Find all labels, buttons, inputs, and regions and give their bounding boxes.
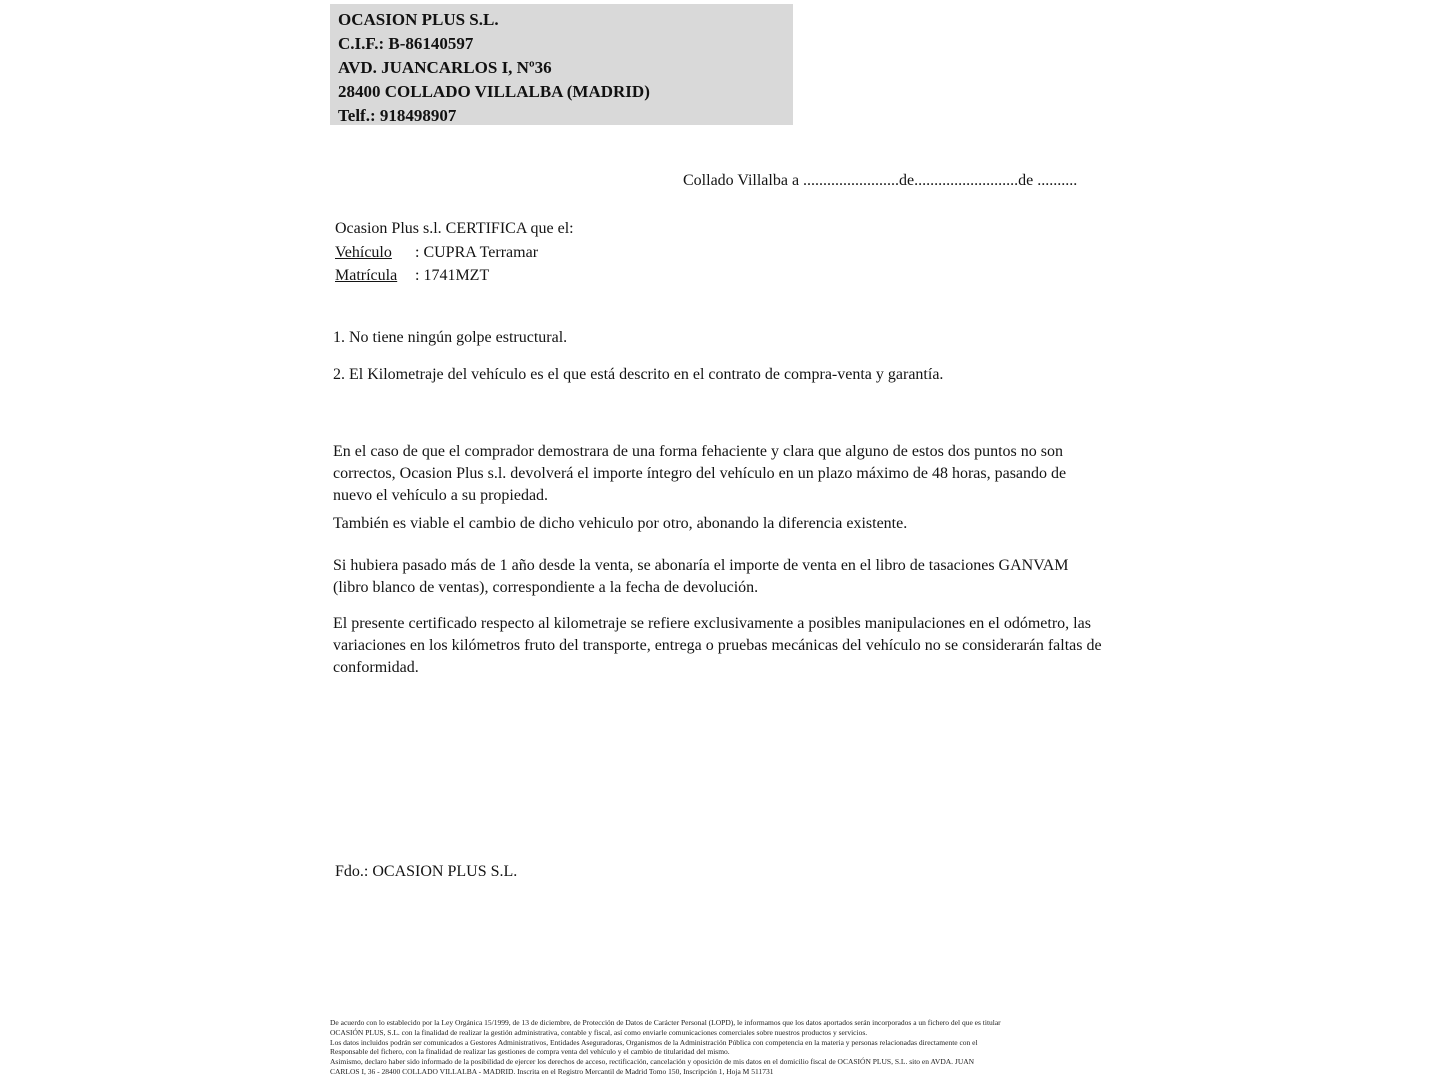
legal-line: De acuerdo con lo establecido por la Ley Orgánica 15/1999, de 13 de diciembre, de Protección de Datos de Carácter Personal (LOPD), le informamos que los datos aportados serán incorporados a un fichero del que es titular	[330, 1018, 1001, 1027]
plate-label-wrap	[335, 264, 415, 287]
body-paragraph-refund: En el caso de que el comprador demostrara de una forma fehaciente y clara que alguno de estos dos puntos no son correctos, Ocasion Plus s.l. devolverá el importe íntegro del vehículo en un plazo máximo de 48 horas, pasando de nuevo el vehículo a su propiedad.	[333, 443, 1067, 504]
vehicle-label: Vehículo	[335, 244, 392, 261]
legal-line: Responsable del fichero, con la finalidad de realizar las gestiones de compra venta del vehículo y el cambio de titularidad del mismo.	[330, 1047, 730, 1057]
legal-fine-print	[330, 1018, 1120, 1077]
plate-label: Matrícula	[335, 267, 398, 284]
plate-value: : 1741MZT	[415, 267, 490, 284]
certified-point-1: 1. No tiene ningún golpe estructural.	[333, 329, 568, 346]
legal-line: CARLOS I, 36 - 28400 COLLADO VILLALBA - MADRID. Inscrita en el Registro Mercantil de Madrid Tomo 150, Inscripción 1, Hoja M 511731	[330, 1066, 774, 1076]
legal-line: Asimismo, declaro haber sido informado de la posibilidad de ejercer los derechos de acceso, rectificación, cancelación y oposición de mis datos en el domicilio fiscal de OCASIÓN PLUS, S.L. sito en AVDA. JUAN	[330, 1057, 975, 1067]
company-phone: Telf.: 918498907	[338, 106, 457, 125]
body-paragraph-exchange: También es viable el cambio de dicho vehiculo por otro, abonando la diferencia existente.	[333, 515, 908, 532]
certificate-intro: Ocasion Plus s.l. CERTIFICA que el:	[335, 220, 574, 237]
vehicle-field-row	[335, 241, 574, 264]
company-cif: C.I.F.: B-86140597	[338, 34, 474, 53]
vehicle-value: : CUPRA Terramar	[415, 244, 539, 261]
date-line: Collado Villalba a ........................de..........................de ..........	[683, 172, 1078, 189]
legal-line: OCASIÓN PLUS, S.L. con la finalidad de realizar la gestión administrativa, contable y fiscal, así como enviarle comunicaciones comerciales sobre nuestros productos y servicios.	[330, 1027, 868, 1037]
company-name: OCASION PLUS S.L.	[338, 10, 499, 29]
company-address: AVD. JUANCARLOS I, Nº36	[338, 58, 552, 77]
company-letterhead	[330, 4, 793, 125]
plate-field-row	[335, 264, 574, 287]
legal-line: Los datos incluidos podrán ser comunicados a Gestores Administrativos, Entidades Aseguradoras, Organismos de la Administración Pública con competencia en la materia y personas relacionadas directamente con el	[330, 1037, 978, 1047]
vehicle-label-wrap	[335, 241, 415, 264]
body-paragraph-ganvam: Si hubiera pasado más de 1 año desde la venta, se abonaría el importe de venta en el libro de tasaciones GANVAM (libro blanco de ventas), correspondiente a la fecha de devolución.	[333, 557, 1069, 596]
company-city: 28400 COLLADO VILLALBA (MADRID)	[338, 82, 650, 101]
certified-point-2: 2. El Kilometraje del vehículo es el que está descrito en el contrato de compra-venta y garantía.	[333, 366, 944, 383]
body-paragraph-odometer: El presente certificado respecto al kilometraje se refiere exclusivamente a posibles manipulaciones en el odómetro, las variaciones en los kilómetros fruto del transporte, entrega o pruebas mecánicas del vehículo no se considerarán faltas de conformidad.	[333, 615, 1102, 676]
signature-line: Fdo.: OCASION PLUS S.L.	[335, 863, 518, 880]
certificate-section	[335, 217, 574, 287]
